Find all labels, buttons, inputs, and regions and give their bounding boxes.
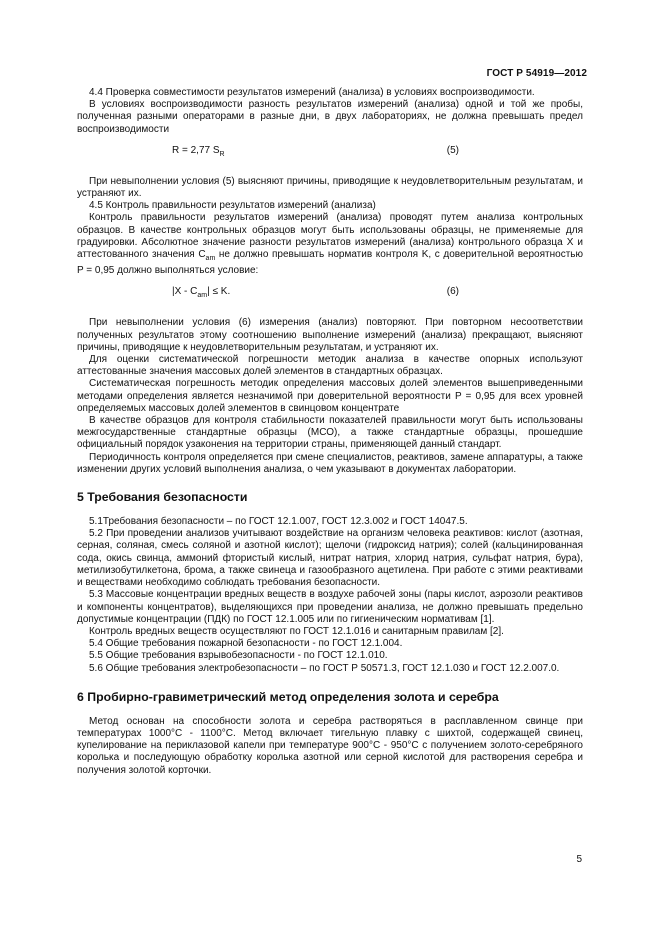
- paragraph-5-2: 5.2 При проведении анализов учитывают воздействие на организм человека реактивов: кислот (азотная, серная, соляная, смесь соляной и азотной кислот); щелочи (гидроксид натрия); солей (кальцинированная сода, окись свинца, аммоний фтористый кислый, нитрат натрия, хлорид натрия, сульфат натрия, бура), метилизобутилкетона, брома, а также свинеца и газообразного ацетилена. При работе с этими реактивами и веществами необходимо соблюдать требования безопасности.: [77, 528, 583, 589]
- paragraph-4-5-systematic: Систематическая погрешность методик определения массовых долей элементов вышеприведенными методами определения является незначимой при доверительной вероятности P = 0,95 для всех уровней определяемых массовых долей элементов в свинцовом концентрате: [77, 378, 583, 414]
- paragraph-5-5: 5.5 Общие требования взрывобезопасности - по ГОСТ 12.1.010.: [89, 650, 388, 662]
- formula-6-subscript: am: [197, 292, 208, 300]
- paragraph-4-5-periodicity: Периодичность контроля определяется при смене специалистов, реактивов, замене аппаратуры, а также изменении других условий выполнения анализа, о чем указывают в документах лаборатории.: [77, 451, 583, 475]
- formula-6-number: (6): [446, 286, 459, 298]
- formula-6-expression: [172, 286, 230, 302]
- paragraph-5-4: 5.4 Общие требования пожарной безопасности - по ГОСТ 12.1.004.: [89, 638, 403, 650]
- paragraph-4-5-samples: В качестве образцов для контроля стабильности показателей правильности могут быть использованы межгосударственные стандартные образцы (МСО), а также стандартные образцы, прошедшие официальный порядок узаконения на территории страны, применяющей данный стандарт.: [77, 415, 583, 451]
- paragraph-4-5-title: 4.5 Контроль правильности результатов измерений (анализа): [89, 200, 376, 212]
- paragraph-4-5-text: Контроль правильности результатов измерений (анализа) проводят путем анализа контрольных образцов. В качестве контрольных образцов могут быть использованы образцы, не применяемые для градуировки. Абсолютное значение разности результатов измерений (анализа) контрольного образца X и аттестованного значения C: [77, 212, 583, 261]
- formula-5-subscript: R: [219, 150, 225, 158]
- formula-5-number: (5): [446, 144, 459, 156]
- paragraph-4-5-body: [77, 212, 583, 277]
- paragraph-4-4-title: 4.4 Проверка совместимости результатов измерений (анализа) в условиях воспроизводимости.: [89, 87, 535, 98]
- formula-5-text: R = 2,77 S: [172, 144, 220, 156]
- formula-6: [77, 286, 583, 302]
- paragraph-4-5-repeat: При невыполнении условия (6) измерения (анализ) повторяют. При повторном несоответствии полученных результатов этому соотношению выполнение измерений (анализа) прекращают, выясняют причины, приводящие к неудовлетворительным результатам, и устраняют их.: [77, 317, 583, 353]
- paragraph-5-3-control: Контроль вредных веществ осуществляют по ГОСТ 12.1.016 и санитарным правилам [2].: [89, 625, 504, 637]
- paragraph-4-5-reference: Для оценки систематической погрешности методик анализа в качестве опорных используют аттестованные значения массовых долей элементов в стандартных образцах.: [77, 354, 583, 378]
- section-5-heading: 5 Требования безопасности: [77, 490, 248, 505]
- paragraph-5-3: 5.3 Массовые концентрации вредных веществ в воздухе рабочей зоны (пары кислот, аэрозоли реактивов и компоненты концентратов), выделяющихся при проведении анализа, не должно превышать предельно допустимые концентрации (ПДК) по ГОСТ 12.1.005 или по гигиеническим нормативам [1].: [77, 589, 583, 625]
- paragraph-4-4-failure: При невыполнении условия (5) выясняют причины, приводящие к неудовлетворительным результатам, и устраняют их.: [77, 175, 583, 200]
- paragraph-4-5-text-end: не должно превышать норматив контроля K, с доверительной вероятностью P = 0,95 должно выполняться условие:: [77, 249, 583, 277]
- paragraph-4-5-subscript: am: [205, 255, 216, 263]
- formula-5-expression: [172, 145, 225, 161]
- paragraph-4-4-body: В условиях воспроизводимости разность результатов измерений (анализа) одной и той же пробы, полученная разными операторами в разные дни, в двух лабораториях, не должна превышать предел воспроизводимости: [77, 99, 583, 135]
- formula-6-text-b: | ≤ K.: [207, 286, 231, 298]
- paragraph-5-1: 5.1Требования безопасности – по ГОСТ 12.1.007, ГОСТ 12.3.002 и ГОСТ 14047.5.: [89, 516, 468, 528]
- standard-code: ГОСТ Р 54919—2012: [486, 68, 587, 79]
- paragraph-5-6: 5.6 Общие требования электробезопасности – по ГОСТ Р 50571.3, ГОСТ 12.1.030 и ГОСТ 12.2.007.0.: [89, 662, 560, 674]
- page-content: [77, 87, 583, 777]
- paragraph-6-method: Метод основан на способности золота и серебра растворяться в расплавленном свинце при температурах 1000°С - 1100°С. Метод включает тигельную плавку с шихтой, содержащей свинец, купелирование на периклазовой капели при температуре 900°С - 950°С с получением золото-серебряного королька и последующую обработку королька азотной или серной кислотой для растворения серебра и получения золотой корточки.: [77, 715, 583, 776]
- formula-6-text-a: |X - C: [172, 286, 198, 298]
- page-number: 5: [576, 854, 582, 865]
- formula-5: [77, 145, 583, 161]
- section-6-heading: 6 Пробирно-гравиметрический метод определения золота и серебра: [77, 689, 499, 704]
